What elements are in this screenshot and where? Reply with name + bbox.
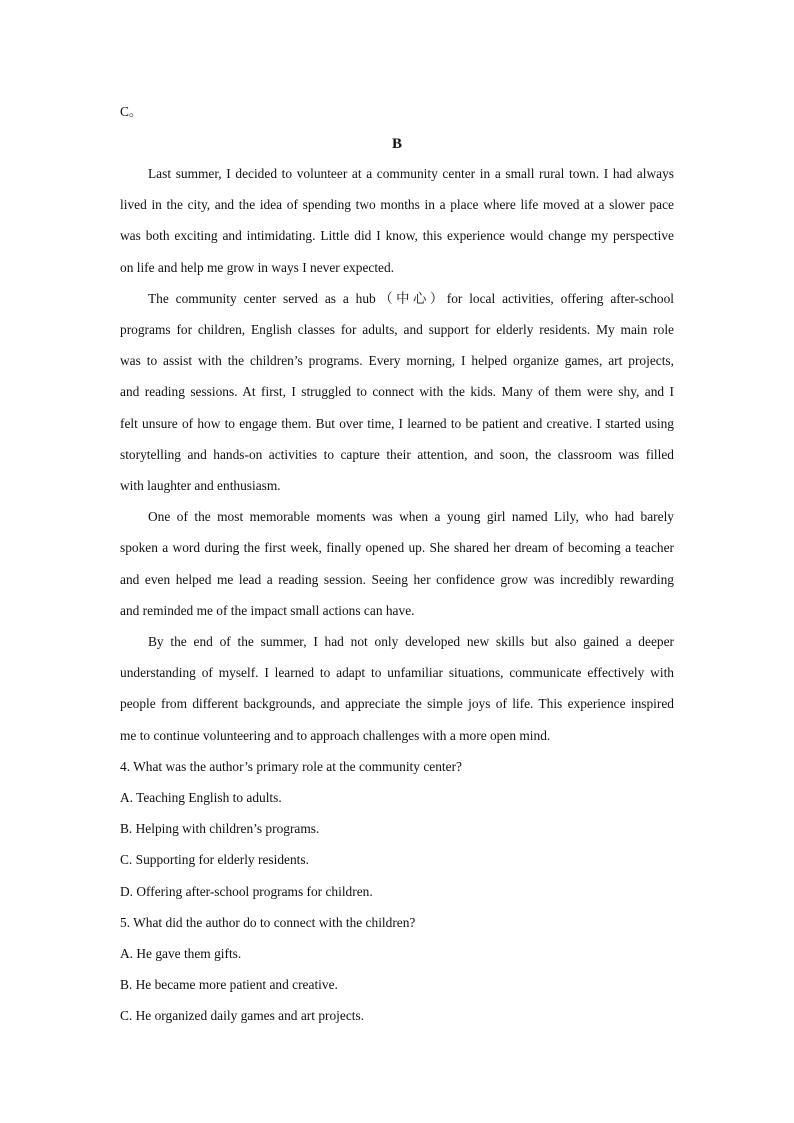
paragraph-line: Last summer, I decided to volunteer at a community center in a small rural town. I had always (148, 166, 674, 181)
option-d: D. Offering after-school programs for children. (120, 884, 373, 899)
paragraph-line: was to assist with the children’s programs. Every morning, I helped organize games, art projects, (120, 353, 674, 368)
paragraph-line: on life and help me grow in ways I never expected. (120, 260, 395, 275)
option-b: B. He became more patient and creative. (120, 977, 338, 992)
paragraph-line: spoken a word during the first week, finally opened up. She shared her dream of becoming a teacher (120, 540, 674, 555)
paragraph-line: understanding of myself. I learned to adapt to unfamiliar situations, communicate effectively with (120, 665, 674, 680)
paragraph-line: and reminded me of the impact small actions can have. (120, 603, 415, 618)
paragraph-line: The community center served as a hub（中心）for local activities, offering after-school (148, 291, 674, 306)
option-b: B. Helping with children’s programs. (120, 821, 320, 836)
paragraph-line: storytelling and hands-on activities to capture their attention, and soon, the classroom was filled (120, 447, 674, 462)
paragraph-line: people from different backgrounds, and appreciate the simple joys of life. This experience inspired (120, 696, 674, 711)
paragraph-line: was both exciting and intimidating. Little did I know, this experience would change my perspective (120, 228, 674, 243)
option-a: A. He gave them gifts. (120, 946, 242, 961)
paragraph-line: programs for children, English classes for adults, and support for elderly residents. My main role (120, 322, 674, 337)
paragraph-line: lived in the city, and the idea of spending two months in a place where life moved at a slower pace (120, 197, 674, 212)
paragraph-line: and reading sessions. At first, I struggled to connect with the kids. Many of them were shy, and I (120, 384, 674, 399)
option-a: A. Teaching English to adults. (120, 790, 282, 805)
paragraph-line: with laughter and enthusiasm. (120, 478, 281, 493)
option-c: C. Supporting for elderly residents. (120, 852, 309, 867)
option-c: C. He organized daily games and art projects. (120, 1008, 365, 1023)
section-heading: B (391, 136, 402, 152)
question-stem: 4. What was the author’s primary role at the community center? (120, 759, 462, 774)
paragraph-line: me to continue volunteering and to approach challenges with a more open mind. (120, 728, 551, 743)
previous-answer: C。 (120, 104, 143, 119)
paragraph-line: felt unsure of how to engage them. But over time, I learned to be patient and creative. I started using (120, 416, 674, 431)
paragraph-line: By the end of the summer, I had not only developed new skills but also gained a deeper (148, 634, 674, 649)
paragraph-line: One of the most memorable moments was when a young girl named Lily, who had barely (148, 509, 674, 524)
paragraph-line: and even helped me lead a reading session. Seeing her confidence grow was incredibly rewarding (120, 572, 674, 587)
question-stem: 5. What did the author do to connect with the children? (120, 915, 416, 930)
